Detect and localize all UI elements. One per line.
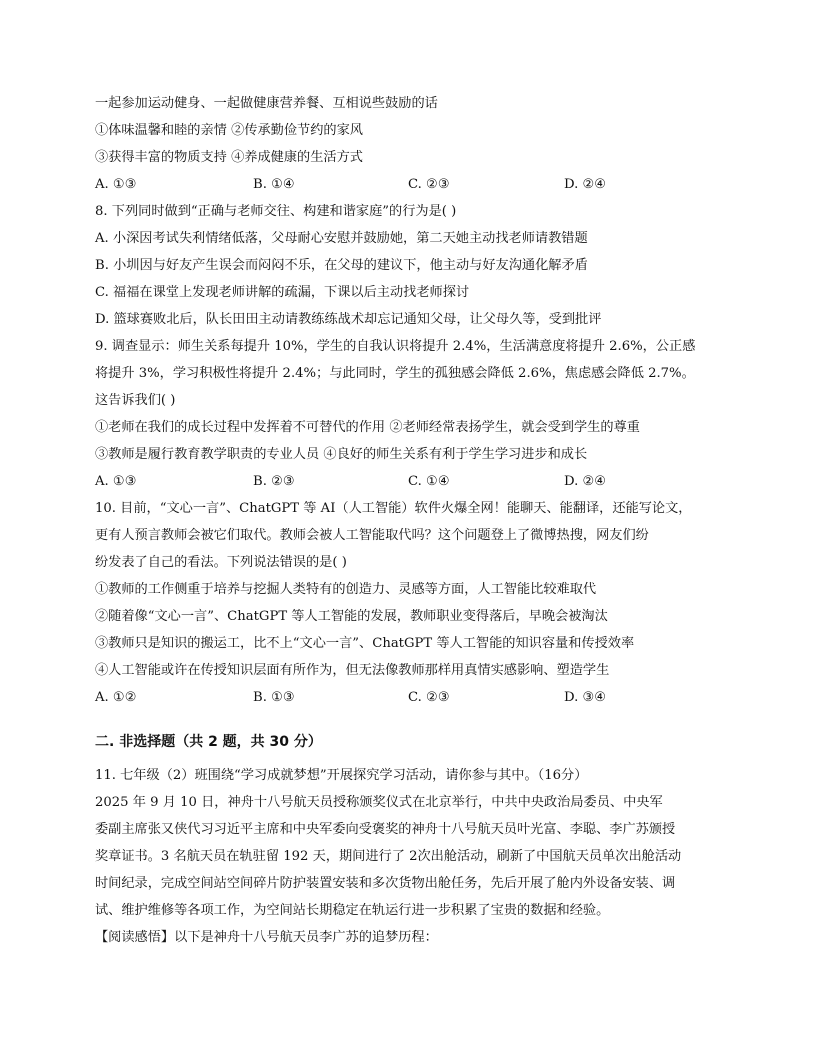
q9-statement-2: ③教师是履行教育教学职责的专业人员 ④良好的师生关系有利于学生学习进步和成长 — [95, 447, 588, 462]
q10-stem-line-2: 更有人预言教师会被它们取代。教师会被人工智能取代吗？这个问题登上了微博热搜，网友们纷 — [95, 528, 649, 543]
q9-stem-line-2: 将提升 3%，学习积极性将提升 2.4%；与此同时，学生的孤独感会降低 2.6%，焦虑感会降低 2.7%。 — [95, 366, 695, 381]
q7-statement-2: ③获得丰富的物质支持 ④养成健康的生活方式 — [95, 150, 363, 165]
q7-stem-tail: 一起参加运动健身、一起做健康营养餐、互相说些鼓励的话 — [95, 96, 438, 111]
q11-para-line-1: 2025 年 9 月 10 日，神舟十八号航天员授称颁奖仪式在北京举行，中共中央政治局委员、中央军 — [95, 795, 663, 810]
q10-stem-line-1: 10. 目前，“文心一言”、ChatGPT 等 AI（人工智能）软件火爆全网！能聊天、能翻译，还能写论文， — [95, 501, 692, 516]
q9-stem-line-3: 这告诉我们( ) — [95, 393, 176, 408]
q9-statement-1: ①老师在我们的成长过程中发挥着不可替代的作用 ②老师经常表扬学生，就会受到学生的尊重 — [95, 420, 640, 435]
q9-option-c[interactable]: C. ①④ — [408, 474, 450, 489]
q10-option-d[interactable]: D. ③④ — [564, 690, 607, 705]
q11-para-line-5: 试、维护维修等各项工作，为空间站长期稳定在轨运行进一步积累了宝贵的数据和经验。 — [95, 903, 610, 918]
q10-statement-1: ①教师的工作侧重于培养与挖掘人类特有的创造力、灵感等方面，人工智能比较难取代 — [95, 582, 597, 597]
q7-option-c[interactable]: C. ②③ — [408, 177, 450, 192]
q7-statement-1: ①体味温馨和睦的亲情 ②传承勤俭节约的家风 — [95, 123, 363, 138]
section-2-heading: 二. 非选择题（共 2 题，共 30 分） — [95, 734, 322, 750]
q8-stem: 8. 下列同时做到“正确与老师交往、构建和谐家庭”的行为是( ) — [95, 204, 457, 219]
q9-stem-line-1: 9. 调查显示：师生关系每提升 10%，学生的自我认识将提升 2.4%，生活满意度将提升 2.6%，公正感 — [95, 339, 696, 354]
q10-statement-2: ②随着像“文心一言”、ChatGPT 等人工智能的发展，教师职业变得落后，早晚会被淘汰 — [95, 609, 608, 624]
q11-para-line-2: 委副主席张又侠代习习近平主席和中央军委向受褒奖的神舟十八号航天员叶光富、李聪、李广苏颁授 — [95, 822, 676, 837]
q11-para-line-3: 奖章证书。3 名航天员在轨驻留 192 天，期间进行了 2次出舱活动，刷新了中国航天员单次出舱活动 — [95, 849, 682, 864]
q10-option-b[interactable]: B. ①③ — [253, 690, 295, 705]
q11-reading-prompt: 【阅读感悟】以下是神舟十八号航天员李广苏的追梦历程： — [95, 930, 438, 945]
q7-option-d[interactable]: D. ②④ — [564, 177, 607, 192]
q9-option-d[interactable]: D. ②④ — [564, 474, 607, 489]
q10-stem-line-3: 纷发表了自己的看法。下列说法错误的是( ) — [95, 555, 347, 570]
q9-option-b[interactable]: B. ②③ — [253, 474, 295, 489]
q10-option-c[interactable]: C. ②③ — [408, 690, 450, 705]
q8-choice-d[interactable]: D. 篮球赛败北后，队长田田主动请教练练战术却忘记通知父母，让父母久等，受到批评 — [95, 312, 602, 327]
q8-choice-b[interactable]: B. 小圳因与好友产生误会而闷闷不乐，在父母的建议下，他主动与好友沟通化解矛盾 — [95, 258, 588, 273]
q9-option-a[interactable]: A. ①③ — [95, 474, 137, 489]
q10-statement-4: ④人工智能或许在传授知识层面有所作为，但无法像教师那样用真情实感影响、塑造学生 — [95, 663, 610, 678]
q11-intro: 11. 七年级（2）班围绕“学习成就梦想”开展探究学习活动，请你参与其中。（16分） — [95, 768, 588, 783]
q7-option-a[interactable]: A. ①③ — [95, 177, 137, 192]
q10-option-a[interactable]: A. ①② — [95, 690, 137, 705]
q8-choice-a[interactable]: A. 小深因考试失利情绪低落，父母耐心安慰并鼓励她，第二天她主动找老师请教错题 — [95, 231, 588, 246]
q8-choice-c[interactable]: C. 福福在课堂上发现老师讲解的疏漏，下课以后主动找老师探讨 — [95, 285, 470, 300]
q11-para-line-4: 时间纪录，完成空间站空间碎片防护装置安装和多次货物出舱任务，先后开展了舱内外设备安装、调 — [95, 876, 676, 891]
q10-statement-3: ③教师只是知识的搬运工，比不上“文心一言”、ChatGPT 等人工智能的知识容量和传授效率 — [95, 636, 635, 651]
q7-option-b[interactable]: B. ①④ — [253, 177, 295, 192]
